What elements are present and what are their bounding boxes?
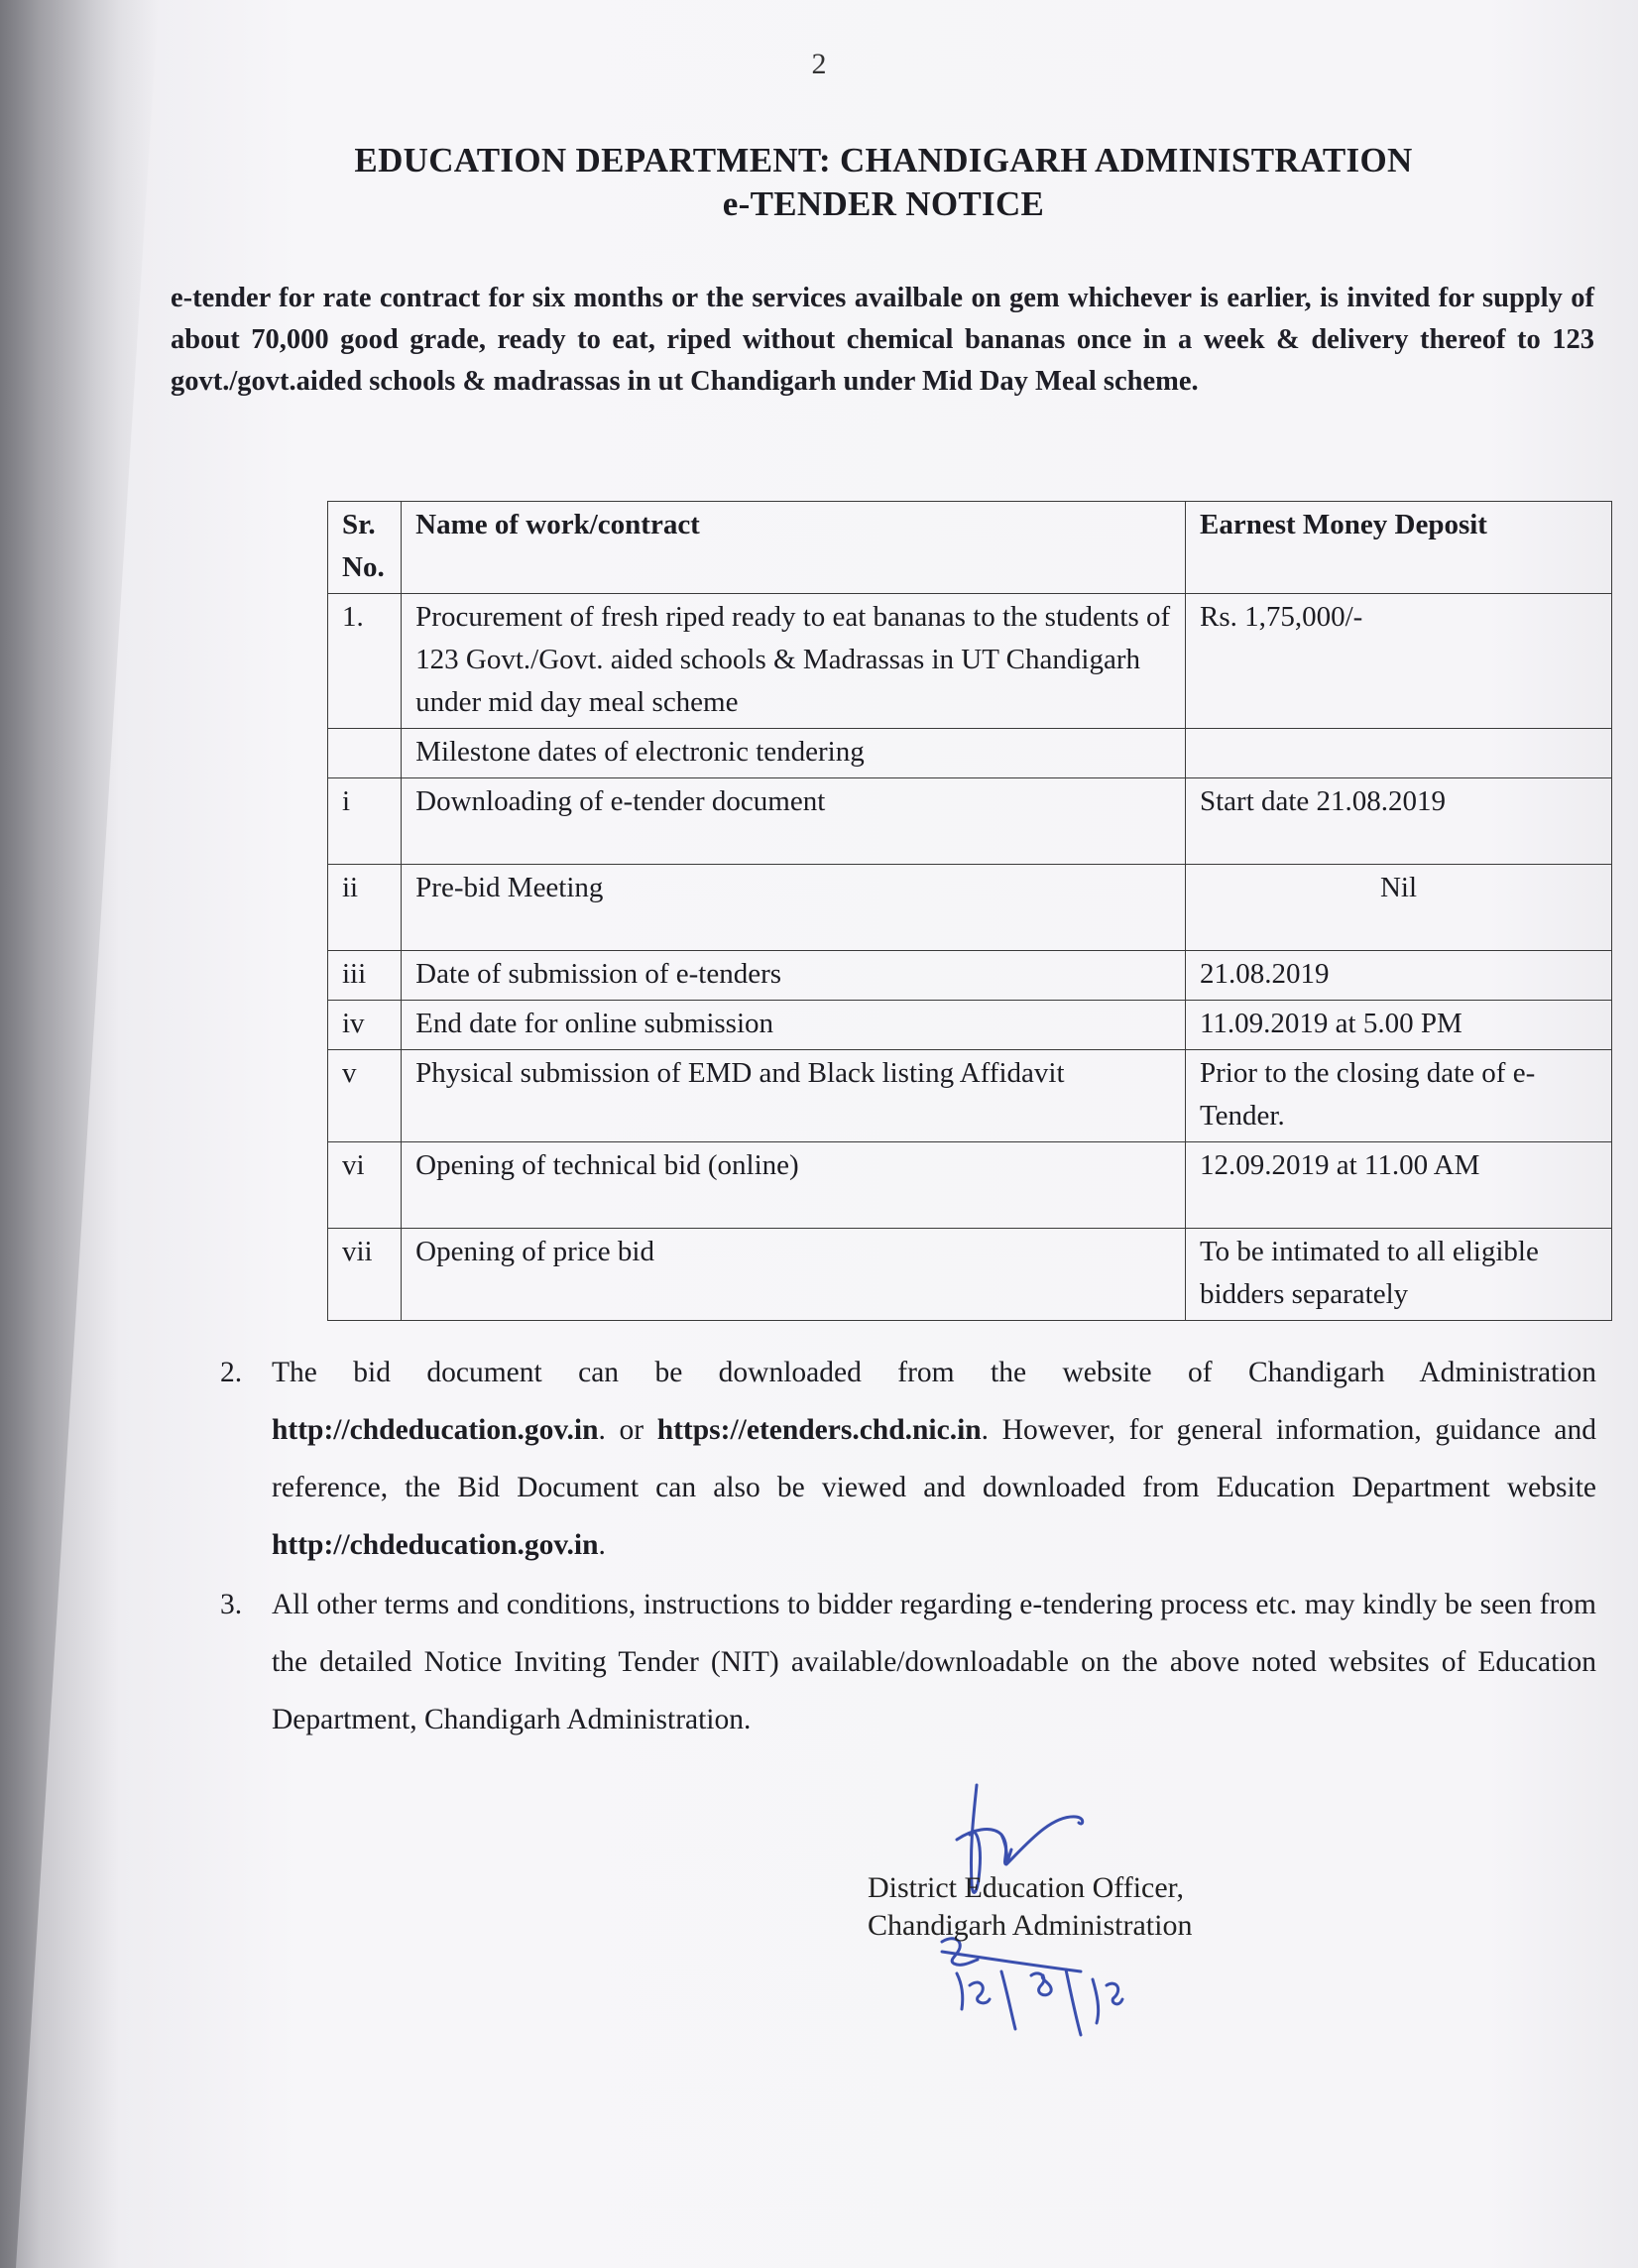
cell-milestone: Pre-bid Meeting xyxy=(402,865,1186,951)
website-link-chdeducation[interactable]: http://chdeducation.gov.in xyxy=(272,1529,599,1561)
scan-edge-shadow xyxy=(0,0,159,2268)
tender-table xyxy=(327,501,1612,1321)
signature-block xyxy=(863,1775,1358,2053)
header-earnest-money: Earnest Money Deposit xyxy=(1185,502,1611,594)
header-sr-no: Sr. No. xyxy=(328,502,402,594)
note-item-2 xyxy=(220,1344,1596,1574)
cell-sr xyxy=(328,729,402,778)
table-row xyxy=(328,1001,1612,1050)
cell-milestone-heading: Milestone dates of electronic tendering xyxy=(402,729,1186,778)
note-number: 2. xyxy=(220,1357,243,1388)
header-name-of-work: Name of work/contract xyxy=(402,502,1186,594)
note-number: 3. xyxy=(220,1589,243,1620)
table-row xyxy=(328,1229,1612,1321)
notice-heading xyxy=(0,139,1638,226)
cell-emd-amount: Rs. 1,75,000/- xyxy=(1185,594,1611,729)
cell-date: To be intimated to all eligible bidders separately xyxy=(1185,1229,1611,1321)
table-row xyxy=(328,729,1612,778)
cell-work-name: Procurement of fresh riped ready to eat bananas to the students of 123 Govt./Govt. aided schools & Madrassas in UT Chandigarh under mid day meal scheme xyxy=(402,594,1186,729)
signatory-title: District Education Officer, xyxy=(868,1871,1184,1904)
website-link-chdeducation[interactable]: http://chdeducation.gov.in xyxy=(272,1414,599,1446)
table-row xyxy=(328,1050,1612,1142)
cell-sr: i xyxy=(328,778,402,865)
cell-empty xyxy=(1185,729,1611,778)
table-row xyxy=(328,1142,1612,1229)
notes-list xyxy=(220,1344,1596,1750)
intro-paragraph: e-tender for rate contract for six months or the services availbale on gem whichever is earlier, is invited for supply of about 70,000 good grade, ready to eat, riped without chemical bananas once in a week & delivery thereof to 123 govt./govt.aided schools & madrassas in ut Chandigarh under Mid Day Meal scheme. xyxy=(171,283,1594,397)
cell-sr: iv xyxy=(328,1001,402,1050)
department-title: EDUCATION DEPARTMENT: CHANDIGARH ADMINISTRATION xyxy=(354,141,1413,179)
website-link-etenders[interactable]: https://etenders.chd.nic.in xyxy=(656,1414,982,1446)
handwritten-date xyxy=(942,1939,1122,2035)
cell-date: Start date 21.08.2019 xyxy=(1185,778,1611,865)
table-header-row xyxy=(328,502,1612,594)
signatory-office: Chandigarh Administration xyxy=(868,1909,1193,1942)
cell-date: Nil xyxy=(1185,865,1611,951)
cell-sr: ii xyxy=(328,865,402,951)
note-text: . However, for general information, guidance and reference, the Bid Document can also be viewed and downloaded from Education Department website xyxy=(272,1414,1597,1503)
cell-milestone: Downloading of e-tender document xyxy=(402,778,1186,865)
page-number: 2 xyxy=(811,48,827,80)
cell-milestone: Date of submission of e-tenders xyxy=(402,951,1186,1001)
table-row xyxy=(328,594,1612,729)
cell-sr: iii xyxy=(328,951,402,1001)
notice-title: e-TENDER NOTICE xyxy=(722,184,1045,223)
cell-milestone: Opening of price bid xyxy=(402,1229,1186,1321)
cell-sr: vi xyxy=(328,1142,402,1229)
table-row xyxy=(328,865,1612,951)
cell-milestone: End date for online submission xyxy=(402,1001,1186,1050)
cell-sr: v xyxy=(328,1050,402,1142)
table-row xyxy=(328,778,1612,865)
cell-sr: 1. xyxy=(328,594,402,729)
note-text: . or xyxy=(598,1414,657,1446)
cell-date: 12.09.2019 at 11.00 AM xyxy=(1185,1142,1611,1229)
note-item-3 xyxy=(220,1576,1596,1748)
signatory-designation xyxy=(868,1869,1192,1945)
note-text: The bid document can be downloaded from the website of Chandigarh Administration xyxy=(272,1357,1596,1388)
cell-date: Prior to the closing date of e-Tender. xyxy=(1185,1050,1611,1142)
note-text: All other terms and conditions, instructions to bidder regarding e-tendering process etc. may kindly be seen from the detailed Notice Inviting Tender (NIT) available/downloadable on the above noted websites of Education Department, Chandigarh Administration. xyxy=(272,1589,1596,1735)
note-text: . xyxy=(598,1529,606,1561)
table-row xyxy=(328,951,1612,1001)
cell-milestone: Physical submission of EMD and Black listing Affidavit xyxy=(402,1050,1186,1142)
cell-date: 21.08.2019 xyxy=(1185,951,1611,1001)
cell-sr: vii xyxy=(328,1229,402,1321)
cell-date: 11.09.2019 at 5.00 PM xyxy=(1185,1001,1611,1050)
cell-milestone: Opening of technical bid (online) xyxy=(402,1142,1186,1229)
